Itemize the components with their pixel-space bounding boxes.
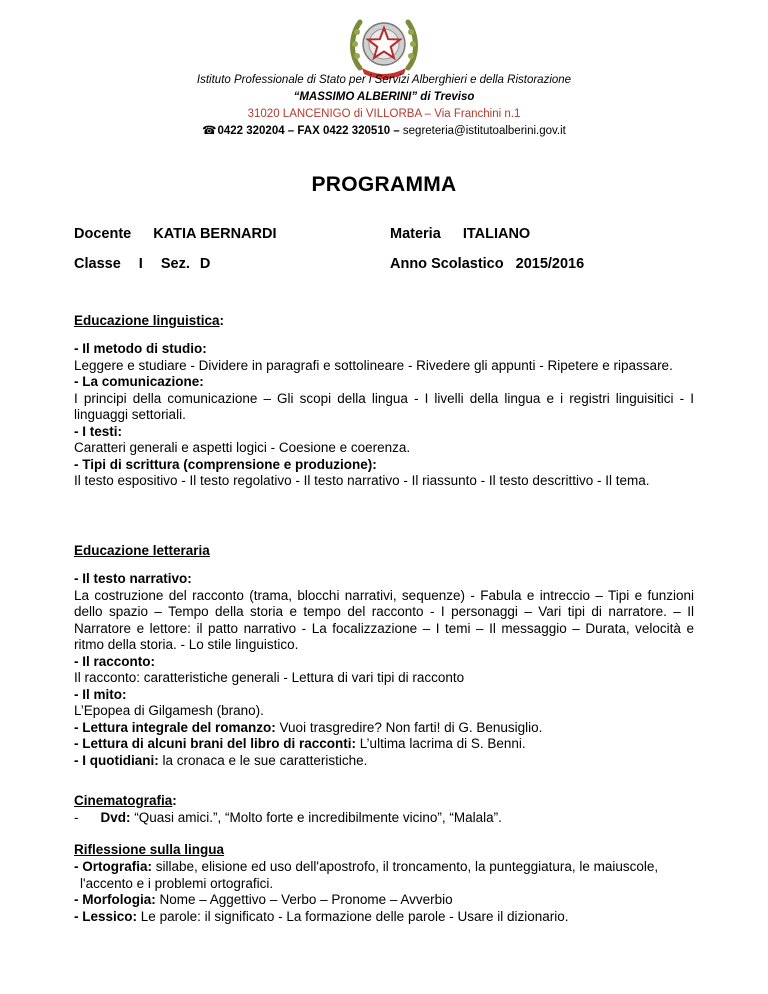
testi-heading: - I testi:: [74, 423, 123, 439]
sez-value: D: [199, 256, 211, 272]
dvd-line: - Dvd: “Quasi amici.”, “Molto forte e incredibilmente vicino”, “Malala”.: [74, 810, 502, 825]
school-name: Istituto Professionale di Stato per i Servizi Alberghieri e della Ristorazione: [196, 74, 572, 86]
page-title: PROGRAMMA: [311, 173, 457, 196]
section-title-letteraria: Educazione letteraria: [74, 543, 210, 558]
ortografia-line-2: l'accento e i problemi ortografici.: [80, 875, 274, 891]
school-short-name: “MASSIMO ALBERINI” di Treviso: [293, 91, 475, 103]
phone-fax: 0422 320204 – FAX 0422 320510 –: [217, 125, 400, 137]
romanzo-line: - Lettura integrale del romanzo: Vuoi trasgredire? Non farti! di G. Benusiglio.: [74, 719, 543, 735]
comunicazione-heading: - La comunicazione:: [74, 374, 204, 389]
racconto-text: Il racconto: caratteristiche generali - Lettura di vari tipi di racconto: [74, 670, 465, 685]
section-title-cinema: Cinematografia:: [74, 793, 177, 808]
docente-row: [74, 226, 277, 242]
quotidiani-line: - I quotidiani: la cronaca e le sue caratteristiche.: [74, 752, 368, 768]
sez-label: Sez.: [160, 256, 190, 272]
materia-value: ITALIANO: [462, 226, 531, 242]
ortografia-line: - Ortografia: sillabe, elisione ed uso dell'apostrofo, il troncamento, la punteggiatura, le maiuscole,: [74, 859, 659, 874]
docente-value: KATIA BERNARDI: [153, 226, 277, 242]
section-title-riflessione: Riflessione sulla lingua: [74, 842, 225, 857]
anno-label: Anno Scolastico: [390, 256, 504, 272]
school-address: 31020 LANCENIGO di VILLORBA – Via Franchini n.1: [247, 108, 521, 120]
school-header: [0, 72, 768, 140]
section-letteraria: [74, 571, 694, 769]
anno-value: 2015/2016: [515, 256, 585, 272]
comunicazione-text: I principi della comunicazione – Gli scopi della lingua - I livelli della lingua e i registri linguisitici - I linguaggi settoriali.: [74, 390, 694, 422]
morfologia-line: - Morfologia: Nome – Aggettivo – Verbo – Pronome – Avverbio: [74, 892, 453, 907]
classe-label: Classe: [74, 256, 121, 272]
brani-line: - Lettura di alcuni brani del libro di racconti: L’ultima lacrima di S. Benni.: [74, 736, 526, 751]
racconto-heading: - Il racconto:: [74, 653, 156, 669]
scrittura-heading: - Tipi di scrittura (comprensione e produzione):: [74, 456, 377, 472]
metodo-text: Leggere e studiare - Dividere in paragrafi e sottolineare - Rivedere gli appunti - Ripetere e ripassare.: [74, 357, 673, 373]
mito-text: L’Epopea di Gilgamesh (brano).: [74, 703, 264, 718]
school-email: segreteria@istitutoalberini.gov.it: [402, 125, 566, 137]
materia-label: Materia: [390, 226, 441, 242]
scrittura-text: Il testo espositivo - Il testo regolativo - Il testo narrativo - Il riassunto - Il testo descrittivo - Il tema.: [74, 473, 650, 488]
narrativo-heading: - Il testo narrativo:: [74, 571, 192, 586]
section-riflessione: [74, 859, 694, 925]
section-linguistica: [74, 341, 694, 490]
mito-heading: - Il mito:: [74, 686, 127, 702]
telephone-icon: ☎: [202, 125, 217, 137]
anno-row: [390, 256, 584, 272]
classe-value: I: [138, 256, 143, 272]
classe-row: [74, 256, 210, 272]
metodo-heading: - Il metodo di studio:: [74, 341, 207, 356]
school-contacts: [0, 123, 768, 140]
testi-text: Caratteri generali e aspetti logici - Coesione e coerenza.: [74, 440, 411, 455]
section-cinema: [74, 810, 694, 827]
section-title-linguistica: Educazione linguistica:: [74, 313, 225, 328]
materia-row: [390, 226, 530, 242]
docente-label: Docente: [74, 226, 132, 242]
narrativo-text: La costruzione del racconto (trama, blocchi narrativi, sequenze) - Fabula e intreccio – Tipi e funzioni dello spazio – Tempo della storia e tempo del racconto - I personaggi – Vari tipi di narratore. – Il Narratore e lettore: il patto narrativo - La focalizzazione – I temi – Il messaggio – Durata, velocità e ritmo della storia. - Lo stile linguistico.: [74, 587, 694, 652]
lessico-line: - Lessico: Le parole: il significato - La formazione delle parole - Usare il dizionario.: [74, 908, 569, 924]
